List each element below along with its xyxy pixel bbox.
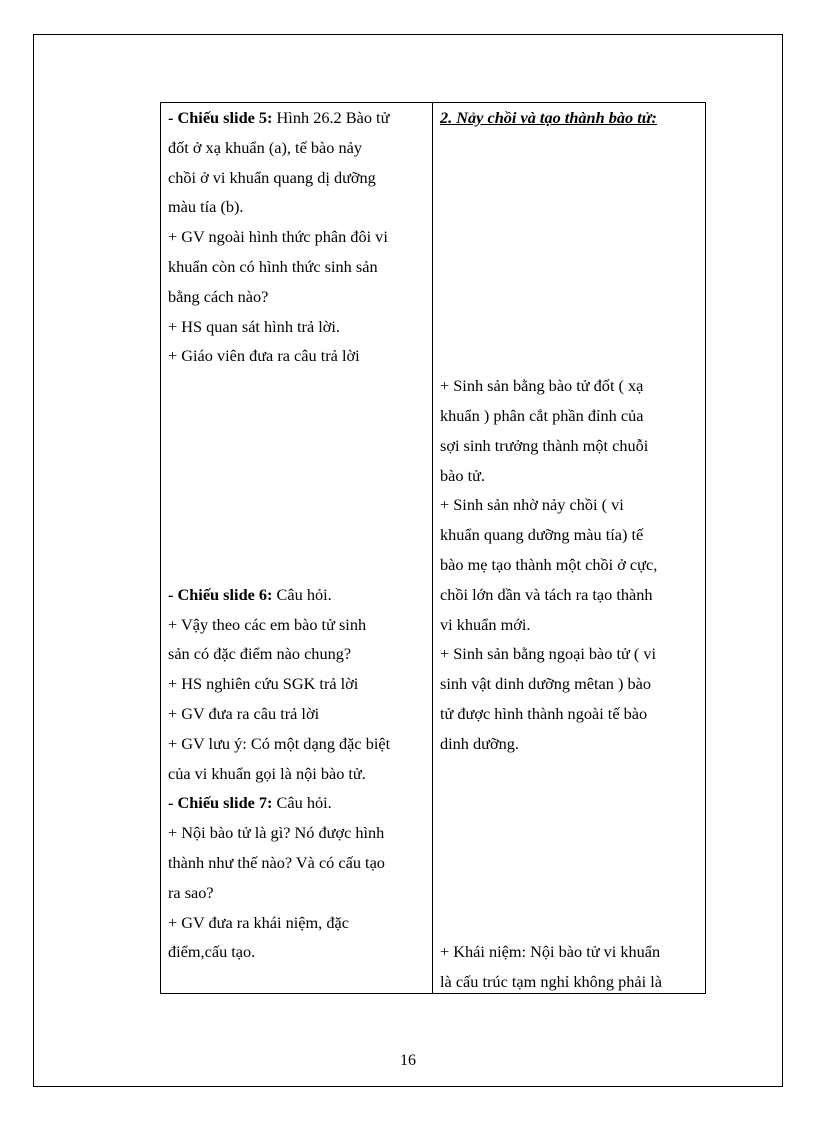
line-text: + Giáo viên đưa ra câu trả lời <box>168 346 360 366</box>
right-text-line <box>440 341 706 371</box>
line-text: khuẩn còn có hình thức sinh sản <box>168 256 378 276</box>
content-column <box>440 103 706 997</box>
left-text-line <box>168 490 430 520</box>
right-text-line: sợi sinh trưởng thành một chuỗi <box>440 435 649 455</box>
left-text-line <box>168 520 430 550</box>
right-text-line: bào tử. <box>440 465 485 485</box>
left-text-line <box>168 133 430 163</box>
left-text-line <box>168 431 430 461</box>
right-text-line <box>440 163 706 193</box>
right-text-line <box>440 192 706 222</box>
left-text-line <box>168 371 430 401</box>
right-text-line <box>440 133 706 163</box>
line-text: + HS nghiên cứu SGK trả lời <box>168 674 359 694</box>
left-text-line <box>168 580 430 610</box>
left-text-line <box>168 878 430 908</box>
line-text: chồi ở vi khuẩn quang dị dưỡng <box>168 167 376 187</box>
teacher-activity-column <box>168 103 430 967</box>
right-text-line <box>440 759 706 789</box>
section-title: 2. Nảy chồi và tạo thành bào tử: <box>440 108 657 127</box>
line-text: đốt ở xạ khuẩn (a), tế bào nảy <box>168 137 362 157</box>
left-text-line <box>168 222 430 252</box>
line-text: + GV lưu ý: Có một dạng đặc biệt <box>168 733 391 753</box>
line-text: của vi khuẩn gọi là nội bào tử. <box>168 763 366 783</box>
right-text-line: là cấu trúc tạm nghỉ không phải là <box>440 972 662 992</box>
left-text-line <box>168 639 430 669</box>
page-number: 16 <box>400 1052 416 1069</box>
right-text-line <box>440 282 706 312</box>
right-text-line: bào mẹ tạo thành một chồi ở cực, <box>440 554 658 574</box>
left-text-line <box>168 252 430 282</box>
left-text-line <box>168 103 430 133</box>
left-text-line <box>168 818 430 848</box>
left-text-line <box>168 908 430 938</box>
left-text-line <box>168 788 430 818</box>
left-text-line <box>168 341 430 371</box>
right-text-line <box>440 222 706 252</box>
right-text-line <box>440 788 706 818</box>
left-text-line <box>168 699 430 729</box>
right-text-line: khuẩn ) phân cắt phần đỉnh của <box>440 405 644 425</box>
right-text-line: + Khái niệm: Nội bào tử vi khuẩn <box>440 942 661 962</box>
right-text-line: + Sinh sản bằng bào tử đốt ( xạ <box>440 376 644 396</box>
line-text: bằng cách nào? <box>168 286 269 306</box>
right-text-line: dinh dưỡng. <box>440 733 519 753</box>
left-text-line <box>168 729 430 759</box>
line-text: điểm,cấu tạo. <box>168 942 256 962</box>
right-text-line <box>440 908 706 938</box>
line-text: Hình 26.2 Bào tử <box>272 108 390 127</box>
right-text-line: + Sinh sản bằng ngoại bào tử ( vi <box>440 644 657 664</box>
line-text: + GV ngoài hình thức phân đôi vi <box>168 227 388 247</box>
right-text-line: chồi lớn dần và tách ra tạo thành <box>440 584 653 604</box>
left-text-line <box>168 461 430 491</box>
slide-label: - Chiếu slide 6: <box>168 584 273 604</box>
right-text-line: khuẩn quang dưỡng màu tía) tế <box>440 525 644 545</box>
left-text-line <box>168 312 430 342</box>
right-text-line <box>440 818 706 848</box>
line-text: + Vậy theo các em bào tử sinh <box>168 614 367 634</box>
left-text-line <box>168 610 430 640</box>
right-text-line: sinh vật dinh dưỡng mêtan ) bào <box>440 674 651 694</box>
left-text-line <box>168 669 430 699</box>
left-text-line <box>168 937 430 967</box>
left-text-line <box>168 401 430 431</box>
line-text: Câu hỏi. <box>272 584 332 604</box>
line-text: ra sao? <box>168 882 214 902</box>
column-divider <box>432 103 433 993</box>
left-text-line <box>168 192 430 222</box>
slide-label: - Chiếu slide 7: <box>168 793 273 813</box>
right-text-line <box>440 848 706 878</box>
slide-label: - Chiếu slide 5: <box>168 108 273 127</box>
line-text: Câu hỏi. <box>272 793 332 813</box>
right-text-line: vi khuẩn mới. <box>440 614 531 634</box>
right-text-line <box>440 312 706 342</box>
line-text: + GV đưa ra khái niệm, đặc <box>168 912 349 932</box>
left-text-line <box>168 848 430 878</box>
line-text: + HS quan sát hình trả lời. <box>168 316 340 336</box>
right-text-line: tử được hình thành ngoài tế bào <box>440 703 648 723</box>
right-text-line: + Sinh sản nhờ nảy chồi ( vi <box>440 495 624 515</box>
right-text-line <box>440 252 706 282</box>
left-text-line <box>168 282 430 312</box>
line-text: sản có đặc điểm nào chung? <box>168 644 352 664</box>
left-text-line <box>168 550 430 580</box>
right-text-line <box>440 878 706 908</box>
lesson-table <box>160 102 706 994</box>
left-text-line <box>168 759 430 789</box>
line-text: thành như thế nào? Và có cấu tạo <box>168 852 385 872</box>
line-text: màu tía (b). <box>168 197 244 217</box>
line-text: + GV đưa ra câu trả lời <box>168 703 320 723</box>
line-text: + Nội bào tử là gì? Nó được hình <box>168 823 385 843</box>
left-text-line <box>168 163 430 193</box>
